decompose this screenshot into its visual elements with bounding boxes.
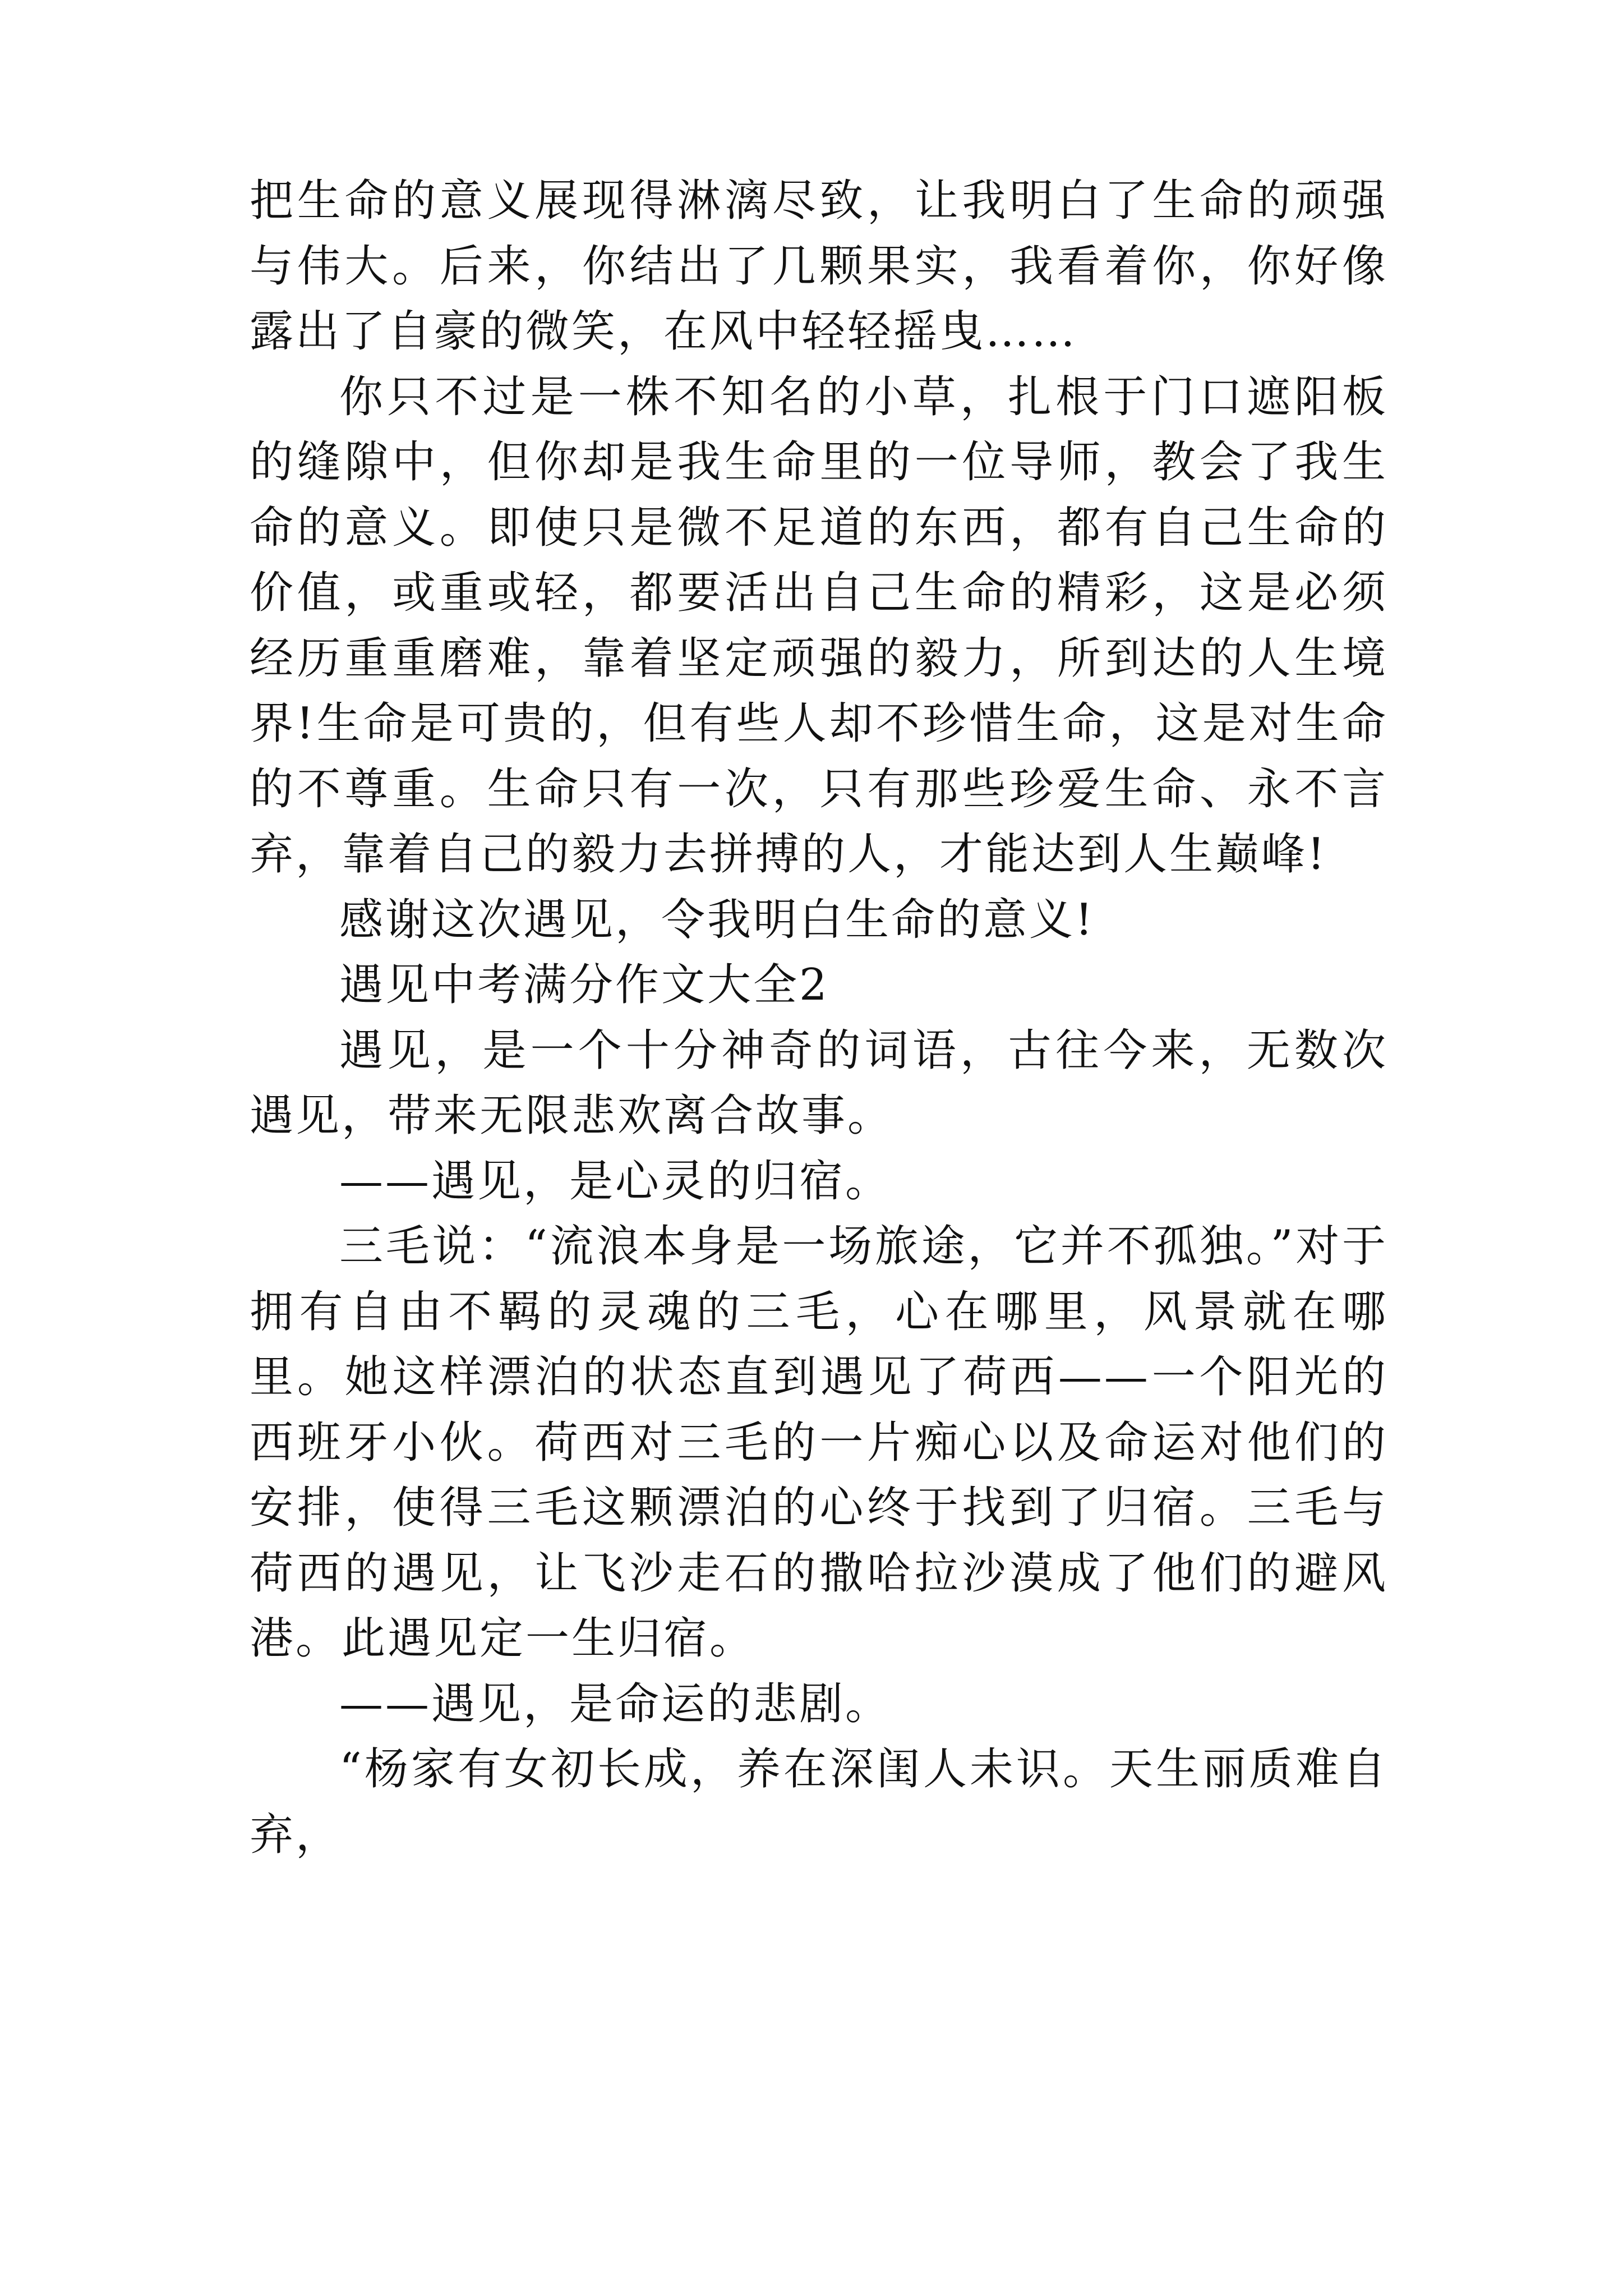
section-heading-soul: ——遇见，是心灵的归宿。 — [339, 1156, 892, 1207]
paragraph-grass-mentor: 你只不过是一株不知名的小草，扎根于门口遮阳板的缝隙中，但你却是我生命里的一位导师，教会了我生命的意义。即使只是微不足道的东西，都有自己生命的价值，或重或轻，都要活出自己生命的精彩，这是必须经历重重磨难，靠着坚定顽强的毅力，所到达的人生境界!生命是可贵的，但有些人却不珍惜生命，这是对生命的不尊重。生命只有一次，只有那些珍爱生命、永不言弃，靠着自己的毅力去拼搏的人，才能达到人生巅峰! — [250, 371, 1388, 880]
paragraph-continuation: 把生命的意义展现得淋漓尽致，让我明白了生命的顽强与伟大。后来，你结出了几颗果实，我看着你，你好像露出了自豪的微笑，在风中轻轻摇曳…… — [250, 176, 1388, 357]
essay-title: 遇见中考满分作文大全2 — [339, 960, 829, 1010]
document-body — [250, 168, 1388, 1867]
paragraph-intro: 遇见，是一个十分神奇的词语，古往今来，无数次遇见，带来无限悲欢离合故事。 — [250, 1025, 1388, 1141]
paragraph-sanmao: 三毛说：“流浪本身是一场旅途，它并不孤独。”对于拥有自由不羁的灵魂的三毛，心在哪里，风景就在哪里。她这样漂泊的状态直到遇见了荷西——一个阳光的西班牙小伙。荷西对三毛的一片痴心以及命运对他们的安排，使得三毛这颗漂泊的心终于找到了归宿。三毛与荷西的遇见，让飞沙走石的撒哈拉沙漠成了他们的避风港。此遇见定一生归宿。 — [250, 1221, 1388, 1664]
paragraph-gratitude: 感谢这次遇见，令我明白生命的意义! — [339, 894, 1095, 945]
paragraph-yang-family: “杨家有女初长成，养在深闺人未识。天生丽质难自弃， — [250, 1744, 1388, 1860]
section-heading-fate: ——遇见，是命运的悲剧。 — [339, 1678, 892, 1729]
